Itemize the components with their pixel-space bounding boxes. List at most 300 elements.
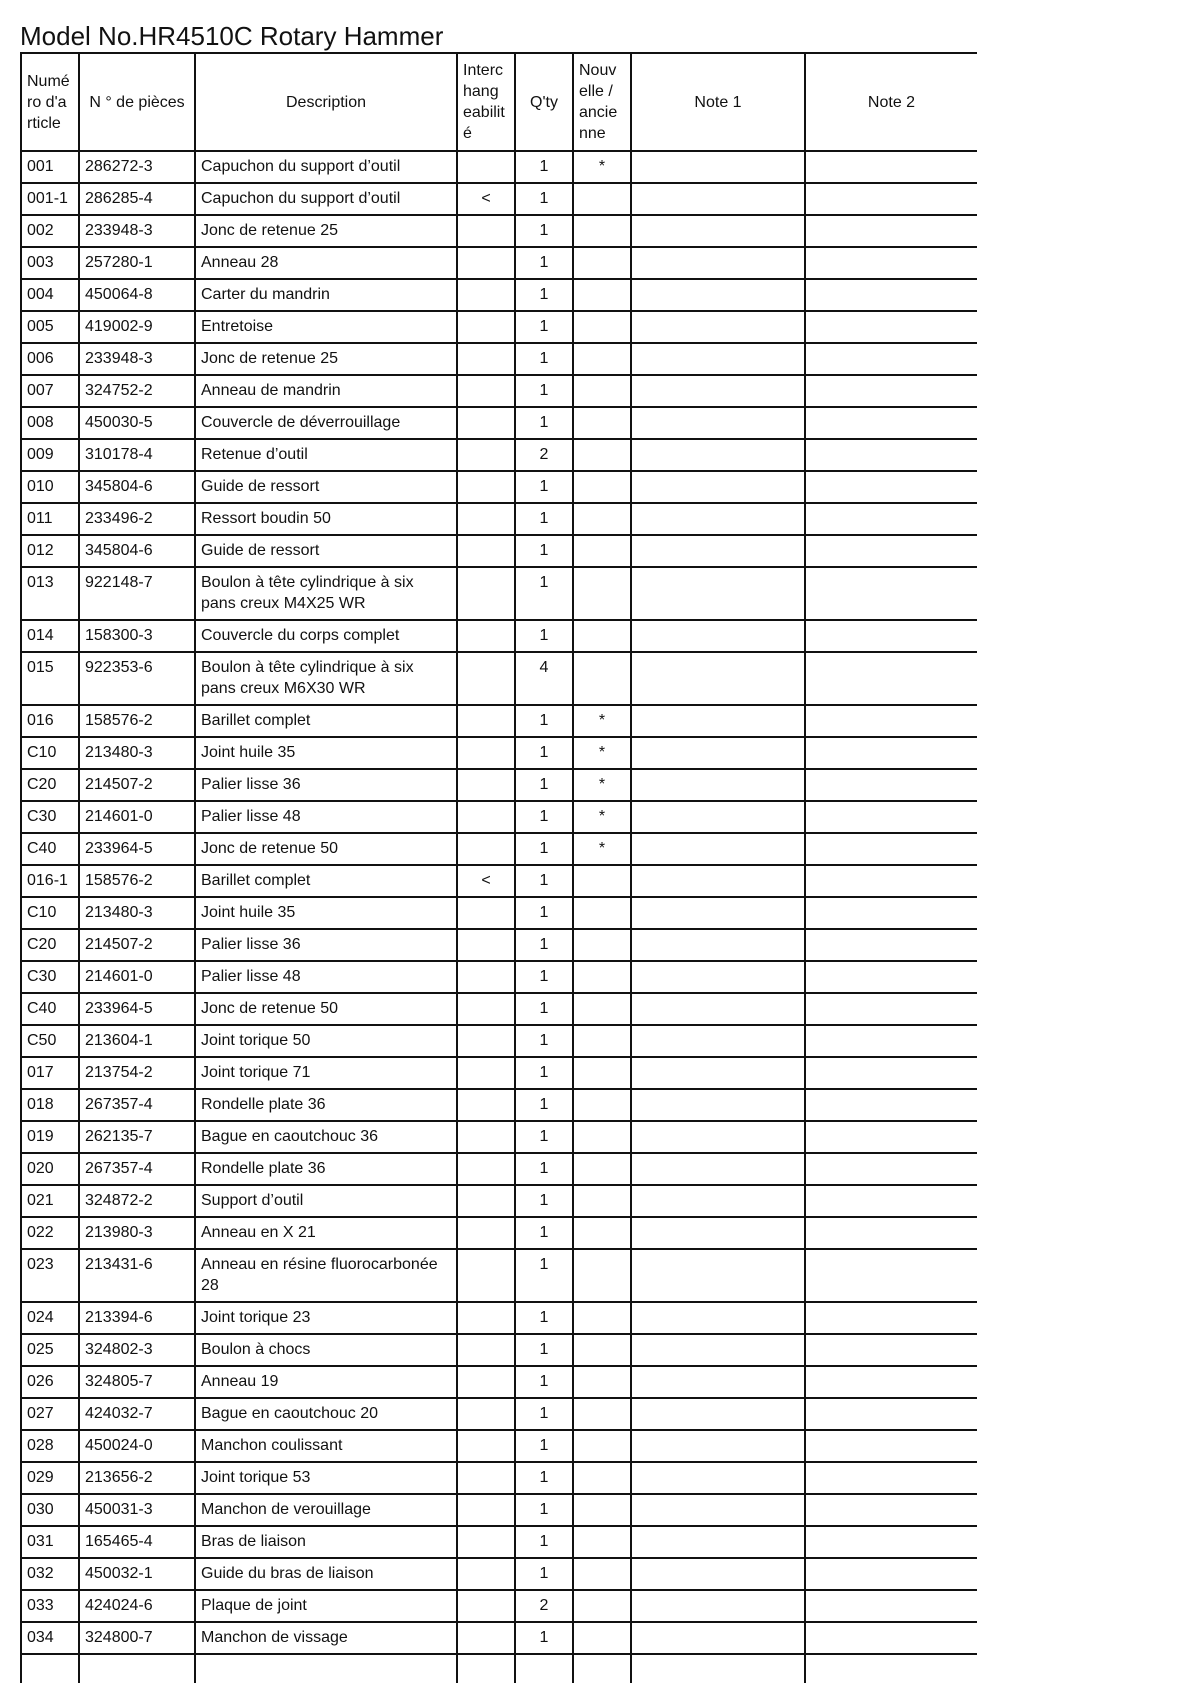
cell-part-no: 324800-7 bbox=[79, 1622, 195, 1654]
cell-interchangeability bbox=[457, 1302, 515, 1334]
table-row bbox=[21, 1217, 977, 1249]
cell-interchangeability bbox=[457, 503, 515, 535]
cell-item-no: 011 bbox=[21, 503, 79, 535]
header-qty: Q'ty bbox=[515, 53, 573, 151]
table-row bbox=[21, 535, 977, 567]
cell-description: Joint huile 35 bbox=[195, 897, 457, 929]
cell-new-old bbox=[573, 993, 631, 1025]
table-row-cutoff bbox=[21, 1654, 977, 1683]
cell-qty: 1 bbox=[515, 247, 573, 279]
cell-description: Joint torique 50 bbox=[195, 1025, 457, 1057]
cell-part-no: 233948-3 bbox=[79, 343, 195, 375]
cell-note2 bbox=[805, 151, 977, 183]
cell-qty: 1 bbox=[515, 1334, 573, 1366]
header-note1: Note 1 bbox=[631, 53, 805, 151]
cell-item-no: 030 bbox=[21, 1494, 79, 1526]
cell-note2 bbox=[805, 1089, 977, 1121]
cell-description: Anneau en X 21 bbox=[195, 1217, 457, 1249]
cell-new-old: * bbox=[573, 151, 631, 183]
cell-interchangeability bbox=[457, 801, 515, 833]
cell-note1 bbox=[631, 375, 805, 407]
cell-description: Jonc de retenue 25 bbox=[195, 215, 457, 247]
table-row bbox=[21, 1430, 977, 1462]
cell-new-old bbox=[573, 1249, 631, 1302]
cell-description: Plaque de joint bbox=[195, 1590, 457, 1622]
cell-interchangeability bbox=[457, 311, 515, 343]
cell-new-old bbox=[573, 1089, 631, 1121]
table-row bbox=[21, 737, 977, 769]
cell-note1 bbox=[631, 897, 805, 929]
cell-qty: 1 bbox=[515, 1622, 573, 1654]
cell-note2 bbox=[805, 311, 977, 343]
cell-item-no: 015 bbox=[21, 652, 79, 705]
table-row bbox=[21, 1622, 977, 1654]
cell-note2 bbox=[805, 801, 977, 833]
cell-description: Ressort boudin 50 bbox=[195, 503, 457, 535]
cell-part-no: 286285-4 bbox=[79, 183, 195, 215]
cell-interchangeability bbox=[457, 279, 515, 311]
cell-part-no: 233948-3 bbox=[79, 215, 195, 247]
cell-description: Bague en caoutchouc 36 bbox=[195, 1121, 457, 1153]
cell-note1 bbox=[631, 1302, 805, 1334]
cell-interchangeability bbox=[457, 897, 515, 929]
cell-part-no: 424024-6 bbox=[79, 1590, 195, 1622]
cell-note1 bbox=[631, 1334, 805, 1366]
cell-interchangeability bbox=[457, 1558, 515, 1590]
cell-note2 bbox=[805, 1249, 977, 1302]
cell-part-no: 158300-3 bbox=[79, 620, 195, 652]
cell-note2 bbox=[805, 1430, 977, 1462]
cell-item-no: 020 bbox=[21, 1153, 79, 1185]
cell-new-old: * bbox=[573, 737, 631, 769]
cell-note2 bbox=[805, 1622, 977, 1654]
table-row bbox=[21, 1558, 977, 1590]
parts-table-container bbox=[20, 52, 977, 1683]
table-row bbox=[21, 1334, 977, 1366]
cell-new-old: * bbox=[573, 801, 631, 833]
cell-note1 bbox=[631, 705, 805, 737]
cell-note2 bbox=[805, 1526, 977, 1558]
cell-description: Barillet complet bbox=[195, 705, 457, 737]
cell-note1 bbox=[631, 215, 805, 247]
cell-qty: 2 bbox=[515, 439, 573, 471]
table-row bbox=[21, 993, 977, 1025]
cell-qty: 1 bbox=[515, 375, 573, 407]
cell-qty: 1 bbox=[515, 1185, 573, 1217]
cell-note2 bbox=[805, 215, 977, 247]
cell-new-old bbox=[573, 1558, 631, 1590]
table-row bbox=[21, 215, 977, 247]
cell-interchangeability bbox=[457, 343, 515, 375]
cell-description: Boulon à chocs bbox=[195, 1334, 457, 1366]
cell-item-no: 010 bbox=[21, 471, 79, 503]
cell-interchangeability bbox=[457, 1398, 515, 1430]
cell-interchangeability bbox=[457, 151, 515, 183]
cell-note1 bbox=[631, 652, 805, 705]
cell-note1 bbox=[631, 1494, 805, 1526]
cell-new-old: * bbox=[573, 769, 631, 801]
table-row bbox=[21, 929, 977, 961]
cell-note2 bbox=[805, 620, 977, 652]
cell-part-no: 324802-3 bbox=[79, 1334, 195, 1366]
cell-interchangeability bbox=[457, 620, 515, 652]
table-row bbox=[21, 1494, 977, 1526]
cell-note2 bbox=[805, 439, 977, 471]
cell-new-old bbox=[573, 439, 631, 471]
cell-item-no: 033 bbox=[21, 1590, 79, 1622]
cell-part-no: 450032-1 bbox=[79, 1558, 195, 1590]
table-row bbox=[21, 375, 977, 407]
cell-part-no: 158576-2 bbox=[79, 705, 195, 737]
cell-part-no: 286272-3 bbox=[79, 151, 195, 183]
cell-note2 bbox=[805, 471, 977, 503]
cell-qty: 1 bbox=[515, 865, 573, 897]
cell-note2 bbox=[805, 865, 977, 897]
cell-new-old bbox=[573, 215, 631, 247]
cell-note2 bbox=[805, 343, 977, 375]
cell-new-old bbox=[573, 1185, 631, 1217]
cell-interchangeability bbox=[457, 993, 515, 1025]
cell-note1 bbox=[631, 833, 805, 865]
cell-interchangeability bbox=[457, 1153, 515, 1185]
cell-qty: 1 bbox=[515, 961, 573, 993]
cell-interchangeability bbox=[457, 1249, 515, 1302]
cell-qty: 1 bbox=[515, 620, 573, 652]
cell-note2 bbox=[805, 833, 977, 865]
cell-qty: 4 bbox=[515, 652, 573, 705]
cell-new-old bbox=[573, 1398, 631, 1430]
cell-description: Boulon à tête cylindrique à six pans creux M4X25 WR bbox=[195, 567, 457, 620]
cell-note1 bbox=[631, 620, 805, 652]
cell-item-no: 016-1 bbox=[21, 865, 79, 897]
cell-part-no: 262135-7 bbox=[79, 1121, 195, 1153]
cell-part-no: 213480-3 bbox=[79, 737, 195, 769]
cell-item-no: 017 bbox=[21, 1057, 79, 1089]
cell-new-old bbox=[573, 375, 631, 407]
cell-new-old bbox=[573, 279, 631, 311]
cell-note2 bbox=[805, 1025, 977, 1057]
cell-new-old bbox=[573, 503, 631, 535]
table-row bbox=[21, 865, 977, 897]
cell-part-no: 450031-3 bbox=[79, 1494, 195, 1526]
cell-new-old bbox=[573, 311, 631, 343]
cell-new-old bbox=[573, 1590, 631, 1622]
cell-note1 bbox=[631, 439, 805, 471]
cell-interchangeability bbox=[457, 1526, 515, 1558]
cell-new-old bbox=[573, 567, 631, 620]
cell-part-no: 324805-7 bbox=[79, 1366, 195, 1398]
cell-item-no: C30 bbox=[21, 961, 79, 993]
cell-interchangeability bbox=[457, 833, 515, 865]
cell-note1 bbox=[631, 1590, 805, 1622]
cell-new-old bbox=[573, 1494, 631, 1526]
cell-note1 bbox=[631, 1089, 805, 1121]
cell-description: Anneau en résine fluorocarbonée 28 bbox=[195, 1249, 457, 1302]
cell-qty: 1 bbox=[515, 1153, 573, 1185]
cell-interchangeability bbox=[457, 1089, 515, 1121]
cell-qty: 1 bbox=[515, 1302, 573, 1334]
cell-description: Support d’outil bbox=[195, 1185, 457, 1217]
cell-new-old bbox=[573, 1153, 631, 1185]
cell-item-no: 024 bbox=[21, 1302, 79, 1334]
cell-interchangeability bbox=[457, 439, 515, 471]
cell-item-no: C20 bbox=[21, 769, 79, 801]
cell-new-old bbox=[573, 1462, 631, 1494]
table-row bbox=[21, 1366, 977, 1398]
cell-item-no: C10 bbox=[21, 897, 79, 929]
cell-qty: 1 bbox=[515, 215, 573, 247]
cell-interchangeability: < bbox=[457, 865, 515, 897]
cell-part-no: 213394-6 bbox=[79, 1302, 195, 1334]
cell-qty: 1 bbox=[515, 1558, 573, 1590]
cell-part-no: 310178-4 bbox=[79, 439, 195, 471]
cell-note2 bbox=[805, 535, 977, 567]
cell-note2 bbox=[805, 503, 977, 535]
cell-description: Palier lisse 36 bbox=[195, 929, 457, 961]
cell-note1 bbox=[631, 1558, 805, 1590]
cell-description: Jonc de retenue 50 bbox=[195, 993, 457, 1025]
cell-note1 bbox=[631, 535, 805, 567]
cell-qty: 1 bbox=[515, 183, 573, 215]
cell-description: Guide du bras de liaison bbox=[195, 1558, 457, 1590]
cell-part-no: 267357-4 bbox=[79, 1153, 195, 1185]
cell-description: Bras de liaison bbox=[195, 1526, 457, 1558]
cell-note1 bbox=[631, 1025, 805, 1057]
table-row bbox=[21, 1398, 977, 1430]
table-body bbox=[21, 151, 977, 1683]
cell-qty: 1 bbox=[515, 407, 573, 439]
cell-interchangeability bbox=[457, 737, 515, 769]
cell-description: Anneau 19 bbox=[195, 1366, 457, 1398]
table-row bbox=[21, 1462, 977, 1494]
cell-item-no: 002 bbox=[21, 215, 79, 247]
cell-description: Joint torique 53 bbox=[195, 1462, 457, 1494]
cell-part-no: 158576-2 bbox=[79, 865, 195, 897]
cell-note2 bbox=[805, 1057, 977, 1089]
cell-qty: 1 bbox=[515, 1249, 573, 1302]
cell-part-no: 214601-0 bbox=[79, 961, 195, 993]
cell-description: Jonc de retenue 50 bbox=[195, 833, 457, 865]
empty-cell bbox=[457, 1654, 515, 1683]
table-row bbox=[21, 407, 977, 439]
cell-note1 bbox=[631, 279, 805, 311]
cell-note2 bbox=[805, 737, 977, 769]
cell-new-old bbox=[573, 620, 631, 652]
cell-description: Manchon de vissage bbox=[195, 1622, 457, 1654]
cell-qty: 1 bbox=[515, 567, 573, 620]
cell-new-old bbox=[573, 1430, 631, 1462]
cell-item-no: C10 bbox=[21, 737, 79, 769]
cell-part-no: 214507-2 bbox=[79, 929, 195, 961]
cell-item-no: 022 bbox=[21, 1217, 79, 1249]
cell-description: Palier lisse 48 bbox=[195, 961, 457, 993]
cell-interchangeability bbox=[457, 652, 515, 705]
cell-interchangeability bbox=[457, 1366, 515, 1398]
cell-description: Capuchon du support d’outil bbox=[195, 183, 457, 215]
cell-note1 bbox=[631, 1057, 805, 1089]
cell-qty: 1 bbox=[515, 897, 573, 929]
cell-part-no: 450064-8 bbox=[79, 279, 195, 311]
table-row bbox=[21, 343, 977, 375]
cell-part-no: 450024-0 bbox=[79, 1430, 195, 1462]
table-row bbox=[21, 1089, 977, 1121]
table-row bbox=[21, 279, 977, 311]
cell-item-no: 026 bbox=[21, 1366, 79, 1398]
cell-description: Joint torique 71 bbox=[195, 1057, 457, 1089]
cell-part-no: 324872-2 bbox=[79, 1185, 195, 1217]
table-row bbox=[21, 1249, 977, 1302]
cell-qty: 2 bbox=[515, 1590, 573, 1622]
cell-note2 bbox=[805, 1590, 977, 1622]
cell-note1 bbox=[631, 247, 805, 279]
cell-interchangeability bbox=[457, 1121, 515, 1153]
cell-part-no: 233964-5 bbox=[79, 833, 195, 865]
table-row bbox=[21, 1526, 977, 1558]
table-row bbox=[21, 961, 977, 993]
cell-note2 bbox=[805, 897, 977, 929]
cell-qty: 1 bbox=[515, 279, 573, 311]
cell-interchangeability bbox=[457, 1334, 515, 1366]
cell-interchangeability bbox=[457, 1057, 515, 1089]
cell-part-no: 213604-1 bbox=[79, 1025, 195, 1057]
cell-item-no: 032 bbox=[21, 1558, 79, 1590]
cell-item-no: 006 bbox=[21, 343, 79, 375]
cell-description: Manchon coulissant bbox=[195, 1430, 457, 1462]
cell-note2 bbox=[805, 567, 977, 620]
cell-interchangeability bbox=[457, 1025, 515, 1057]
empty-cell bbox=[805, 1654, 977, 1683]
cell-note2 bbox=[805, 407, 977, 439]
cell-note1 bbox=[631, 801, 805, 833]
cell-interchangeability bbox=[457, 961, 515, 993]
cell-description: Retenue d’outil bbox=[195, 439, 457, 471]
cell-part-no: 213980-3 bbox=[79, 1217, 195, 1249]
cell-note2 bbox=[805, 961, 977, 993]
cell-qty: 1 bbox=[515, 1430, 573, 1462]
cell-note1 bbox=[631, 1121, 805, 1153]
cell-qty: 1 bbox=[515, 801, 573, 833]
table-row bbox=[21, 151, 977, 183]
cell-item-no: 018 bbox=[21, 1089, 79, 1121]
cell-item-no: C40 bbox=[21, 833, 79, 865]
empty-cell bbox=[573, 1654, 631, 1683]
cell-new-old: * bbox=[573, 833, 631, 865]
cell-qty: 1 bbox=[515, 471, 573, 503]
cell-description: Joint torique 23 bbox=[195, 1302, 457, 1334]
cell-description: Entretoise bbox=[195, 311, 457, 343]
cell-qty: 1 bbox=[515, 1057, 573, 1089]
cell-qty: 1 bbox=[515, 1526, 573, 1558]
cell-qty: 1 bbox=[515, 503, 573, 535]
table-row bbox=[21, 503, 977, 535]
cell-new-old bbox=[573, 1121, 631, 1153]
cell-item-no: 012 bbox=[21, 535, 79, 567]
cell-description: Bague en caoutchouc 20 bbox=[195, 1398, 457, 1430]
cell-item-no: 004 bbox=[21, 279, 79, 311]
cell-interchangeability bbox=[457, 1462, 515, 1494]
empty-cell bbox=[79, 1654, 195, 1683]
cell-note1 bbox=[631, 961, 805, 993]
cell-new-old bbox=[573, 1057, 631, 1089]
cell-item-no: 028 bbox=[21, 1430, 79, 1462]
cell-qty: 1 bbox=[515, 1089, 573, 1121]
cell-qty: 1 bbox=[515, 1121, 573, 1153]
cell-note1 bbox=[631, 769, 805, 801]
cell-qty: 1 bbox=[515, 151, 573, 183]
empty-cell bbox=[21, 1654, 79, 1683]
cell-new-old: * bbox=[573, 705, 631, 737]
cell-item-no: 019 bbox=[21, 1121, 79, 1153]
cell-new-old bbox=[573, 1526, 631, 1558]
cell-part-no: 214507-2 bbox=[79, 769, 195, 801]
cell-item-no: 003 bbox=[21, 247, 79, 279]
cell-new-old bbox=[573, 1025, 631, 1057]
cell-interchangeability bbox=[457, 1185, 515, 1217]
parts-table bbox=[20, 52, 977, 1683]
cell-note2 bbox=[805, 993, 977, 1025]
cell-qty: 1 bbox=[515, 1366, 573, 1398]
cell-interchangeability bbox=[457, 247, 515, 279]
cell-qty: 1 bbox=[515, 311, 573, 343]
cell-note2 bbox=[805, 1558, 977, 1590]
cell-new-old bbox=[573, 1334, 631, 1366]
cell-item-no: 031 bbox=[21, 1526, 79, 1558]
cell-part-no: 257280-1 bbox=[79, 247, 195, 279]
cell-note1 bbox=[631, 929, 805, 961]
cell-qty: 1 bbox=[515, 535, 573, 567]
cell-item-no: C20 bbox=[21, 929, 79, 961]
cell-description: Palier lisse 48 bbox=[195, 801, 457, 833]
cell-new-old bbox=[573, 407, 631, 439]
cell-item-no: 014 bbox=[21, 620, 79, 652]
cell-note2 bbox=[805, 1494, 977, 1526]
cell-note1 bbox=[631, 1430, 805, 1462]
cell-part-no: 213656-2 bbox=[79, 1462, 195, 1494]
cell-item-no: 013 bbox=[21, 567, 79, 620]
table-row bbox=[21, 1590, 977, 1622]
cell-note2 bbox=[805, 1217, 977, 1249]
cell-interchangeability bbox=[457, 215, 515, 247]
cell-note1 bbox=[631, 1462, 805, 1494]
cell-note2 bbox=[805, 1334, 977, 1366]
cell-item-no: 016 bbox=[21, 705, 79, 737]
cell-description: Guide de ressort bbox=[195, 535, 457, 567]
cell-note1 bbox=[631, 1526, 805, 1558]
cell-description: Rondelle plate 36 bbox=[195, 1153, 457, 1185]
cell-part-no: 233496-2 bbox=[79, 503, 195, 535]
cell-note1 bbox=[631, 471, 805, 503]
cell-new-old bbox=[573, 1217, 631, 1249]
cell-part-no: 213431-6 bbox=[79, 1249, 195, 1302]
cell-new-old bbox=[573, 652, 631, 705]
cell-note1 bbox=[631, 1185, 805, 1217]
cell-description: Boulon à tête cylindrique à six pans creux M6X30 WR bbox=[195, 652, 457, 705]
cell-part-no: 424032-7 bbox=[79, 1398, 195, 1430]
header-note2: Note 2 bbox=[805, 53, 977, 151]
cell-part-no: 922353-6 bbox=[79, 652, 195, 705]
cell-item-no: 021 bbox=[21, 1185, 79, 1217]
cell-qty: 1 bbox=[515, 737, 573, 769]
cell-note1 bbox=[631, 1398, 805, 1430]
table-row bbox=[21, 1185, 977, 1217]
cell-item-no: 027 bbox=[21, 1398, 79, 1430]
table-row bbox=[21, 652, 977, 705]
cell-part-no: 267357-4 bbox=[79, 1089, 195, 1121]
header-part-no: N ° de pièces bbox=[79, 53, 195, 151]
cell-note1 bbox=[631, 311, 805, 343]
empty-cell bbox=[515, 1654, 573, 1683]
table-row bbox=[21, 833, 977, 865]
